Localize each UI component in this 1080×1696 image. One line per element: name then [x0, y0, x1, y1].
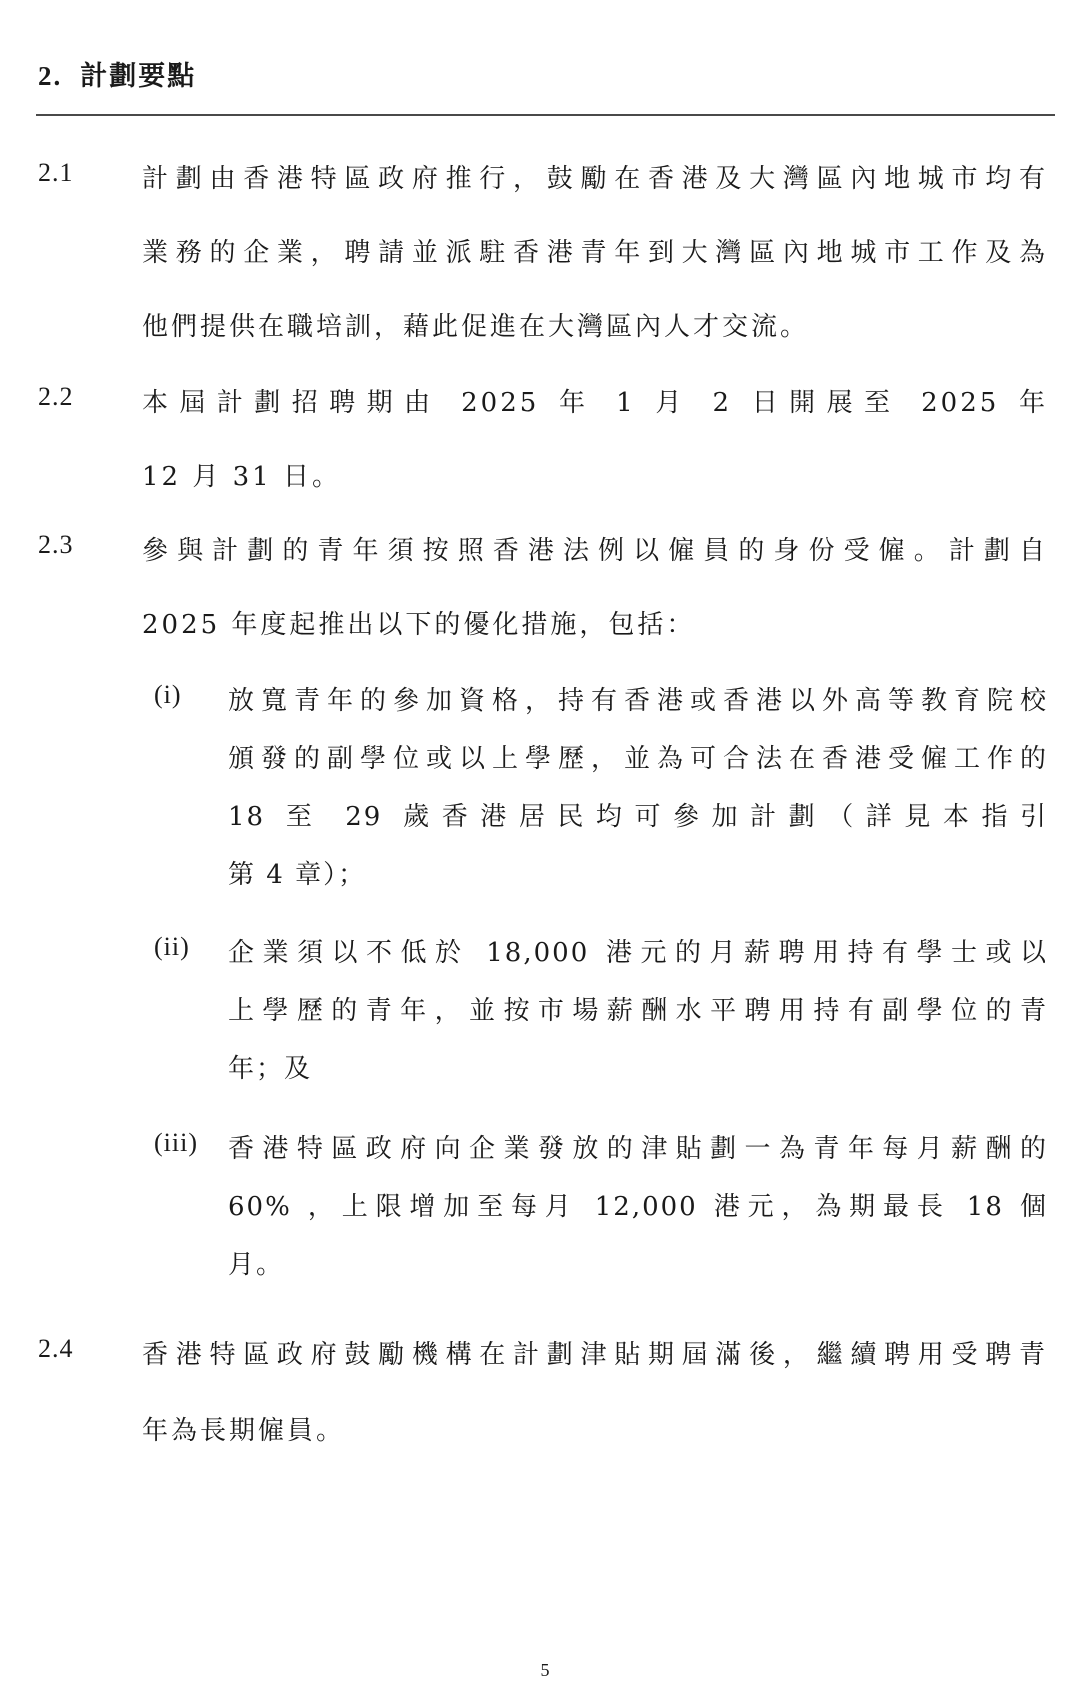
- paragraph-line: 香港特區政府鼓勵機構在計劃津貼期屆滿後，繼續聘用受聘青: [142, 1340, 1048, 1370]
- list-item-line: 頒發的副學位或以上學歷，並為可合法在香港受僱工作的: [228, 744, 1048, 774]
- paragraph-number: 2.3: [38, 530, 74, 559]
- list-item-line: 香港特區政府向企業發放的津貼劃一為青年每月薪酬的: [228, 1134, 1048, 1164]
- paragraph-line: 本屆計劃招聘期由 2025 年 1 月 2 日開展至 2025 年: [142, 388, 1048, 418]
- heading-divider: [36, 114, 1055, 116]
- section-heading: [38, 58, 196, 95]
- paragraph-line: 他們提供在職培訓，藉此促進在大灣區內人才交流。: [142, 312, 810, 342]
- list-item-label: (i): [154, 680, 182, 709]
- list-item-line: 月。: [228, 1250, 285, 1280]
- paragraph-line: 年為長期僱員。: [142, 1416, 346, 1446]
- section-number: 2.: [38, 61, 63, 91]
- section-title: 計劃要點: [80, 61, 197, 92]
- list-item-line: 企業須以不低於 18,000 港元的月薪聘用持有學士或以: [228, 938, 1048, 968]
- page-number: 5: [540, 1660, 550, 1680]
- list-item-line: 上學歷的青年，並按市場薪酬水平聘用持有副學位的青: [228, 996, 1048, 1026]
- list-item-label: (iii): [154, 1128, 198, 1157]
- paragraph-number: 2.4: [38, 1334, 74, 1363]
- list-item-line: 放寬青年的參加資格，持有香港或香港以外高等教育院校: [228, 686, 1048, 716]
- paragraph-line: 業務的企業，聘請並派駐香港青年到大灣區內地城市工作及為: [142, 238, 1048, 268]
- paragraph-line: 參與計劃的青年須按照香港法例以僱員的身份受僱。計劃自: [142, 536, 1048, 566]
- paragraph-number: 2.1: [38, 158, 74, 187]
- list-item-line: 60% ，上限增加至每月 12,000 港元，為期最長 18 個: [228, 1192, 1048, 1222]
- list-item-line: 18 至 29 歲香港居民均可參加計劃（詳見本指引: [228, 802, 1048, 832]
- paragraph-line: 2025 年度起推出以下的優化措施，包括：: [142, 610, 696, 640]
- list-item-line: 第 4 章）；: [228, 860, 367, 890]
- list-item-line: 年；及: [228, 1054, 313, 1084]
- paragraph-number: 2.2: [38, 382, 74, 411]
- paragraph-line: 12 月 31 日。: [142, 462, 341, 492]
- list-item-label: (ii): [154, 932, 190, 961]
- paragraph-line: 計劃由香港特區政府推行，鼓勵在香港及大灣區內地城市均有: [142, 164, 1048, 194]
